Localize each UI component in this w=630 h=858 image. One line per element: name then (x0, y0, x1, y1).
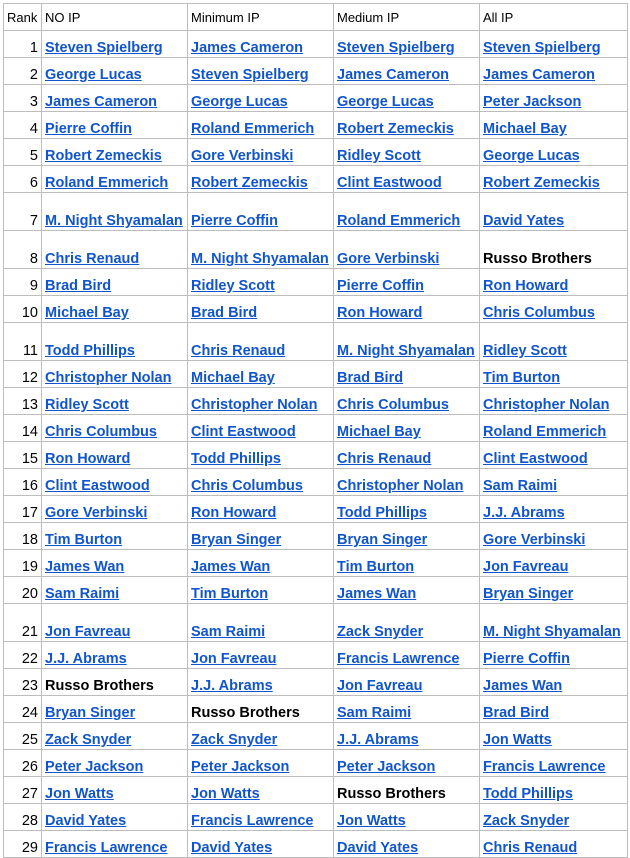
cell-all-ip[interactable] (480, 642, 628, 669)
director-link[interactable]: Michael Bay (483, 121, 567, 137)
director-link[interactable]: George Lucas (483, 148, 580, 164)
table-row (4, 669, 628, 696)
rank-cell[interactable]: 25 (4, 723, 42, 750)
director-link[interactable]: James Wan (191, 559, 271, 575)
cell-minimum-ip[interactable] (188, 469, 334, 496)
cell-no-ip[interactable] (42, 388, 188, 415)
cell-minimum-ip[interactable] (188, 388, 334, 415)
cell-no-ip[interactable] (42, 323, 188, 361)
rank-cell[interactable]: 12 (4, 361, 42, 388)
director-link[interactable]: Jon Watts (191, 786, 260, 802)
cell-no-ip[interactable] (42, 442, 188, 469)
director-link[interactable]: Sam Raimi (191, 624, 266, 640)
director-link[interactable]: George Lucas (45, 67, 142, 83)
cell-all-ip[interactable] (480, 415, 628, 442)
director-link[interactable]: Chris Columbus (191, 478, 303, 494)
rank-cell[interactable]: 27 (4, 777, 42, 804)
director-link[interactable]: Tim Burton (337, 559, 415, 575)
cell-minimum-ip[interactable] (188, 442, 334, 469)
director-link[interactable]: Zack Snyder (45, 732, 132, 748)
table-row (4, 166, 628, 193)
cell-all-ip[interactable] (480, 750, 628, 777)
director-link[interactable]: Bryan Singer (483, 586, 574, 602)
director-link[interactable]: Robert Zemeckis (45, 148, 162, 164)
director-link[interactable]: Peter Jackson (191, 759, 290, 775)
director-link[interactable]: Todd Phillips (191, 451, 281, 467)
cell-medium-ip[interactable] (334, 550, 480, 577)
table-row (4, 388, 628, 415)
director-link[interactable]: Christopher Nolan (337, 478, 464, 494)
director-name: Russo Brothers (45, 678, 154, 694)
cell-medium-ip[interactable] (334, 193, 480, 231)
header-no-ip[interactable]: NO IP (42, 4, 188, 31)
director-link[interactable]: Ron Howard (337, 305, 423, 321)
cell-minimum-ip[interactable] (188, 139, 334, 166)
cell-medium-ip[interactable] (334, 166, 480, 193)
cell-all-ip[interactable] (480, 85, 628, 112)
table-row (4, 469, 628, 496)
table-row (4, 604, 628, 642)
director-link[interactable]: M. Night Shyamalan (337, 343, 475, 359)
cell-no-ip[interactable] (42, 696, 188, 723)
director-link[interactable]: J.J. Abrams (45, 651, 127, 667)
cell-medium-ip[interactable] (334, 361, 480, 388)
director-link[interactable]: James Wan (483, 678, 563, 694)
cell-no-ip[interactable] (42, 804, 188, 831)
rank-cell[interactable]: 16 (4, 469, 42, 496)
director-link[interactable]: David Yates (337, 840, 419, 856)
director-link[interactable]: Tim Burton (191, 586, 269, 602)
rank-cell[interactable]: 13 (4, 388, 42, 415)
cell-medium-ip[interactable] (334, 804, 480, 831)
cell-all-ip[interactable] (480, 442, 628, 469)
cell-medium-ip[interactable] (334, 296, 480, 323)
cell-minimum-ip[interactable] (188, 496, 334, 523)
director-name: Russo Brothers (483, 251, 592, 267)
director-link[interactable]: Gore Verbinski (45, 505, 148, 521)
rank-cell[interactable]: 28 (4, 804, 42, 831)
director-link[interactable]: Michael Bay (191, 370, 275, 386)
director-link[interactable]: Brad Bird (191, 305, 258, 321)
cell-minimum-ip[interactable] (188, 31, 334, 58)
director-name: Russo Brothers (191, 705, 300, 721)
cell-no-ip[interactable] (42, 550, 188, 577)
director-link[interactable]: James Cameron (191, 40, 304, 56)
director-link[interactable]: Steven Spielberg (483, 40, 601, 56)
director-link[interactable]: Ron Howard (191, 505, 277, 521)
table-row (4, 58, 628, 85)
rank-cell[interactable]: 20 (4, 577, 42, 604)
table-row (4, 523, 628, 550)
cell-no-ip[interactable] (42, 139, 188, 166)
cell-medium-ip[interactable] (334, 85, 480, 112)
director-link[interactable]: Sam Raimi (337, 705, 412, 721)
cell-medium-ip[interactable] (334, 723, 480, 750)
table-row (4, 269, 628, 296)
director-link[interactable]: Francis Lawrence (191, 813, 314, 829)
director-link[interactable]: Ridley Scott (45, 397, 129, 413)
header-all-ip[interactable]: All IP (480, 4, 628, 31)
rank-cell[interactable]: 5 (4, 139, 42, 166)
rank-cell[interactable]: 19 (4, 550, 42, 577)
director-link[interactable]: David Yates (45, 813, 127, 829)
director-link[interactable]: Chris Renaud (337, 451, 432, 467)
director-name: Russo Brothers (337, 786, 446, 802)
rank-cell[interactable]: 9 (4, 269, 42, 296)
cell-all-ip[interactable] (480, 166, 628, 193)
cell-medium-ip[interactable] (334, 139, 480, 166)
cell-all-ip[interactable] (480, 388, 628, 415)
director-link[interactable]: Peter Jackson (45, 759, 144, 775)
director-link[interactable]: Jon Watts (483, 732, 552, 748)
rank-cell[interactable]: 1 (4, 31, 42, 58)
rank-cell[interactable]: 15 (4, 442, 42, 469)
cell-minimum-ip[interactable] (188, 750, 334, 777)
rank-cell[interactable]: 23 (4, 669, 42, 696)
cell-all-ip[interactable] (480, 804, 628, 831)
cell-all-ip[interactable] (480, 469, 628, 496)
cell-no-ip[interactable] (42, 669, 188, 696)
director-link[interactable]: Clint Eastwood (191, 424, 296, 440)
director-link[interactable]: M. Night Shyamalan (45, 213, 183, 229)
director-link[interactable]: Zack Snyder (337, 624, 424, 640)
director-link[interactable]: Michael Bay (45, 305, 129, 321)
cell-medium-ip[interactable] (334, 388, 480, 415)
cell-all-ip[interactable] (480, 361, 628, 388)
table-row (4, 496, 628, 523)
rank-cell[interactable]: 6 (4, 166, 42, 193)
cell-medium-ip[interactable] (334, 58, 480, 85)
director-link[interactable]: Michael Bay (337, 424, 421, 440)
cell-minimum-ip[interactable] (188, 269, 334, 296)
cell-minimum-ip[interactable] (188, 296, 334, 323)
cell-no-ip[interactable] (42, 577, 188, 604)
director-link[interactable]: Christopher Nolan (191, 397, 318, 413)
cell-minimum-ip[interactable] (188, 669, 334, 696)
table-row (4, 723, 628, 750)
cell-minimum-ip[interactable] (188, 696, 334, 723)
cell-no-ip[interactable] (42, 269, 188, 296)
director-link[interactable]: James Cameron (483, 67, 596, 83)
cell-all-ip[interactable] (480, 58, 628, 85)
cell-medium-ip[interactable] (334, 669, 480, 696)
cell-no-ip[interactable] (42, 296, 188, 323)
cell-no-ip[interactable] (42, 496, 188, 523)
director-link[interactable]: Zack Snyder (483, 813, 570, 829)
director-link[interactable]: David Yates (483, 213, 565, 229)
director-link[interactable]: Brad Bird (483, 705, 550, 721)
table-row (4, 112, 628, 139)
cell-all-ip[interactable] (480, 231, 628, 269)
cell-medium-ip[interactable] (334, 604, 480, 642)
cell-medium-ip[interactable] (334, 642, 480, 669)
rank-cell[interactable]: 11 (4, 323, 42, 361)
director-link[interactable]: Francis Lawrence (45, 840, 168, 856)
table-row (4, 139, 628, 166)
cell-all-ip[interactable] (480, 550, 628, 577)
cell-all-ip[interactable] (480, 577, 628, 604)
director-link[interactable]: Ron Howard (45, 451, 131, 467)
director-link[interactable]: Chris Renaud (483, 840, 578, 856)
cell-no-ip[interactable] (42, 231, 188, 269)
cell-all-ip[interactable] (480, 523, 628, 550)
director-link[interactable]: Ridley Scott (191, 278, 275, 294)
rank-cell[interactable]: 8 (4, 231, 42, 269)
cell-no-ip[interactable] (42, 31, 188, 58)
director-link[interactable]: Pierre Coffin (337, 278, 425, 294)
cell-all-ip[interactable] (480, 831, 628, 858)
cell-medium-ip[interactable] (334, 577, 480, 604)
cell-minimum-ip[interactable] (188, 777, 334, 804)
cell-minimum-ip[interactable] (188, 523, 334, 550)
cell-medium-ip[interactable] (334, 442, 480, 469)
cell-medium-ip[interactable] (334, 231, 480, 269)
director-link[interactable]: Ron Howard (483, 278, 569, 294)
cell-all-ip[interactable] (480, 669, 628, 696)
cell-medium-ip[interactable] (334, 112, 480, 139)
director-link[interactable]: Robert Zemeckis (337, 121, 454, 137)
cell-medium-ip[interactable] (334, 269, 480, 296)
director-link[interactable]: Sam Raimi (483, 478, 558, 494)
director-link[interactable]: Jon Favreau (337, 678, 423, 694)
cell-no-ip[interactable] (42, 469, 188, 496)
director-link[interactable]: Pierre Coffin (483, 651, 571, 667)
cell-medium-ip[interactable] (334, 696, 480, 723)
cell-medium-ip[interactable] (334, 777, 480, 804)
director-link[interactable]: Francis Lawrence (337, 651, 460, 667)
cell-no-ip[interactable] (42, 193, 188, 231)
cell-minimum-ip[interactable] (188, 550, 334, 577)
cell-medium-ip[interactable] (334, 31, 480, 58)
table-row (4, 31, 628, 58)
director-link[interactable]: David Yates (191, 840, 273, 856)
director-link[interactable]: Tim Burton (483, 370, 561, 386)
table-row (4, 804, 628, 831)
director-link[interactable]: Francis Lawrence (483, 759, 606, 775)
director-link[interactable]: Robert Zemeckis (483, 175, 600, 191)
director-link[interactable]: Peter Jackson (337, 759, 436, 775)
table-row (4, 442, 628, 469)
director-link[interactable]: Chris Columbus (337, 397, 449, 413)
cell-no-ip[interactable] (42, 415, 188, 442)
director-link[interactable]: Todd Phillips (45, 343, 135, 359)
rank-cell[interactable]: 2 (4, 58, 42, 85)
rank-cell[interactable]: 4 (4, 112, 42, 139)
director-link[interactable]: Robert Zemeckis (191, 175, 308, 191)
director-link[interactable]: Gore Verbinski (337, 251, 440, 267)
cell-no-ip[interactable] (42, 85, 188, 112)
cell-minimum-ip[interactable] (188, 361, 334, 388)
header-minimum-ip[interactable]: Minimum IP (188, 4, 334, 31)
cell-minimum-ip[interactable] (188, 166, 334, 193)
table-row (4, 415, 628, 442)
director-link[interactable]: Jon Favreau (483, 559, 569, 575)
director-link[interactable]: Steven Spielberg (45, 40, 163, 56)
cell-minimum-ip[interactable] (188, 415, 334, 442)
cell-medium-ip[interactable] (334, 831, 480, 858)
cell-all-ip[interactable] (480, 496, 628, 523)
rank-cell[interactable]: 22 (4, 642, 42, 669)
cell-all-ip[interactable] (480, 269, 628, 296)
table-row (4, 550, 628, 577)
director-link[interactable]: Ridley Scott (483, 343, 567, 359)
director-link[interactable]: Jon Favreau (45, 624, 131, 640)
table-row (4, 750, 628, 777)
header-medium-ip[interactable]: Medium IP (334, 4, 480, 31)
cell-medium-ip[interactable] (334, 415, 480, 442)
cell-medium-ip[interactable] (334, 750, 480, 777)
director-link[interactable]: Steven Spielberg (337, 40, 455, 56)
table-row (4, 193, 628, 231)
director-link[interactable]: J.J. Abrams (483, 505, 565, 521)
cell-all-ip[interactable] (480, 112, 628, 139)
director-link[interactable]: Christopher Nolan (45, 370, 172, 386)
table-row (4, 831, 628, 858)
table-row (4, 777, 628, 804)
director-link[interactable]: Brad Bird (337, 370, 404, 386)
cell-no-ip[interactable] (42, 642, 188, 669)
director-link[interactable]: Roland Emmerich (337, 213, 461, 229)
header-rank[interactable]: Rank (4, 4, 42, 31)
rank-cell[interactable]: 3 (4, 85, 42, 112)
cell-minimum-ip[interactable] (188, 58, 334, 85)
cell-minimum-ip[interactable] (188, 642, 334, 669)
rank-cell[interactable]: 10 (4, 296, 42, 323)
cell-medium-ip[interactable] (334, 496, 480, 523)
table-row (4, 577, 628, 604)
director-link[interactable]: Roland Emmerich (483, 424, 607, 440)
cell-no-ip[interactable] (42, 604, 188, 642)
director-link[interactable]: M. Night Shyamalan (191, 251, 329, 267)
cell-no-ip[interactable] (42, 58, 188, 85)
cell-all-ip[interactable] (480, 323, 628, 361)
director-link[interactable]: J.J. Abrams (191, 678, 273, 694)
director-link[interactable]: Jon Favreau (191, 651, 277, 667)
cell-all-ip[interactable] (480, 193, 628, 231)
cell-no-ip[interactable] (42, 166, 188, 193)
director-link[interactable]: Peter Jackson (483, 94, 582, 110)
director-link[interactable]: Bryan Singer (337, 532, 428, 548)
director-link[interactable]: Zack Snyder (191, 732, 278, 748)
director-link[interactable]: James Wan (337, 586, 417, 602)
director-link[interactable]: James Cameron (45, 94, 158, 110)
director-link[interactable]: Gore Verbinski (483, 532, 586, 548)
cell-minimum-ip[interactable] (188, 723, 334, 750)
director-link[interactable]: Sam Raimi (45, 586, 120, 602)
table-row (4, 231, 628, 269)
director-link[interactable]: Pierre Coffin (191, 213, 279, 229)
cell-no-ip[interactable] (42, 523, 188, 550)
director-link[interactable]: Jon Watts (45, 786, 114, 802)
cell-no-ip[interactable] (42, 723, 188, 750)
cell-all-ip[interactable] (480, 31, 628, 58)
director-link[interactable]: Tim Burton (45, 532, 123, 548)
cell-no-ip[interactable] (42, 112, 188, 139)
director-link[interactable]: Chris Columbus (45, 424, 157, 440)
cell-all-ip[interactable] (480, 777, 628, 804)
rank-cell[interactable]: 29 (4, 831, 42, 858)
director-link[interactable]: Christopher Nolan (483, 397, 610, 413)
table-row (4, 642, 628, 669)
cell-no-ip[interactable] (42, 831, 188, 858)
cell-minimum-ip[interactable] (188, 85, 334, 112)
cell-medium-ip[interactable] (334, 323, 480, 361)
cell-minimum-ip[interactable] (188, 112, 334, 139)
director-link[interactable]: M. Night Shyamalan (483, 624, 621, 640)
director-link[interactable]: Clint Eastwood (45, 478, 150, 494)
cell-minimum-ip[interactable] (188, 831, 334, 858)
cell-minimum-ip[interactable] (188, 804, 334, 831)
rank-cell[interactable]: 18 (4, 523, 42, 550)
table-body (4, 4, 628, 858)
cell-all-ip[interactable] (480, 723, 628, 750)
cell-no-ip[interactable] (42, 361, 188, 388)
rank-cell[interactable]: 7 (4, 193, 42, 231)
cell-minimum-ip[interactable] (188, 323, 334, 361)
cell-all-ip[interactable] (480, 296, 628, 323)
cell-all-ip[interactable] (480, 696, 628, 723)
director-link[interactable]: Chris Renaud (191, 343, 286, 359)
rank-cell[interactable]: 21 (4, 604, 42, 642)
director-link[interactable]: Clint Eastwood (337, 175, 442, 191)
director-link[interactable]: Brad Bird (45, 278, 112, 294)
director-link[interactable]: Gore Verbinski (191, 148, 294, 164)
rank-cell[interactable]: 14 (4, 415, 42, 442)
table-row (4, 361, 628, 388)
director-link[interactable]: James Cameron (337, 67, 450, 83)
director-link[interactable]: George Lucas (191, 94, 288, 110)
director-link[interactable]: Bryan Singer (191, 532, 282, 548)
cell-medium-ip[interactable] (334, 523, 480, 550)
table-row (4, 296, 628, 323)
director-link[interactable]: Clint Eastwood (483, 451, 588, 467)
rank-cell[interactable]: 26 (4, 750, 42, 777)
director-link[interactable]: Todd Phillips (483, 786, 573, 802)
director-ranking-table (3, 3, 628, 858)
table-row (4, 85, 628, 112)
cell-minimum-ip[interactable] (188, 577, 334, 604)
director-link[interactable]: Bryan Singer (45, 705, 136, 721)
director-link[interactable]: Roland Emmerich (45, 175, 169, 191)
rank-cell[interactable]: 17 (4, 496, 42, 523)
cell-minimum-ip[interactable] (188, 231, 334, 269)
director-link[interactable]: Chris Renaud (45, 251, 140, 267)
cell-no-ip[interactable] (42, 750, 188, 777)
cell-medium-ip[interactable] (334, 469, 480, 496)
director-link[interactable]: Todd Phillips (337, 505, 427, 521)
header-row (4, 4, 628, 31)
director-link[interactable]: Roland Emmerich (191, 121, 315, 137)
table-row (4, 323, 628, 361)
director-link[interactable]: Pierre Coffin (45, 121, 133, 137)
rank-cell[interactable]: 24 (4, 696, 42, 723)
director-link[interactable]: Jon Watts (337, 813, 406, 829)
director-link[interactable]: J.J. Abrams (337, 732, 419, 748)
cell-no-ip[interactable] (42, 777, 188, 804)
director-link[interactable]: Chris Columbus (483, 305, 595, 321)
director-link[interactable]: James Wan (45, 559, 125, 575)
table-row (4, 696, 628, 723)
cell-all-ip[interactable] (480, 139, 628, 166)
director-link[interactable]: George Lucas (337, 94, 434, 110)
director-link[interactable]: Steven Spielberg (191, 67, 309, 83)
cell-minimum-ip[interactable] (188, 193, 334, 231)
cell-minimum-ip[interactable] (188, 604, 334, 642)
cell-all-ip[interactable] (480, 604, 628, 642)
director-link[interactable]: Ridley Scott (337, 148, 421, 164)
